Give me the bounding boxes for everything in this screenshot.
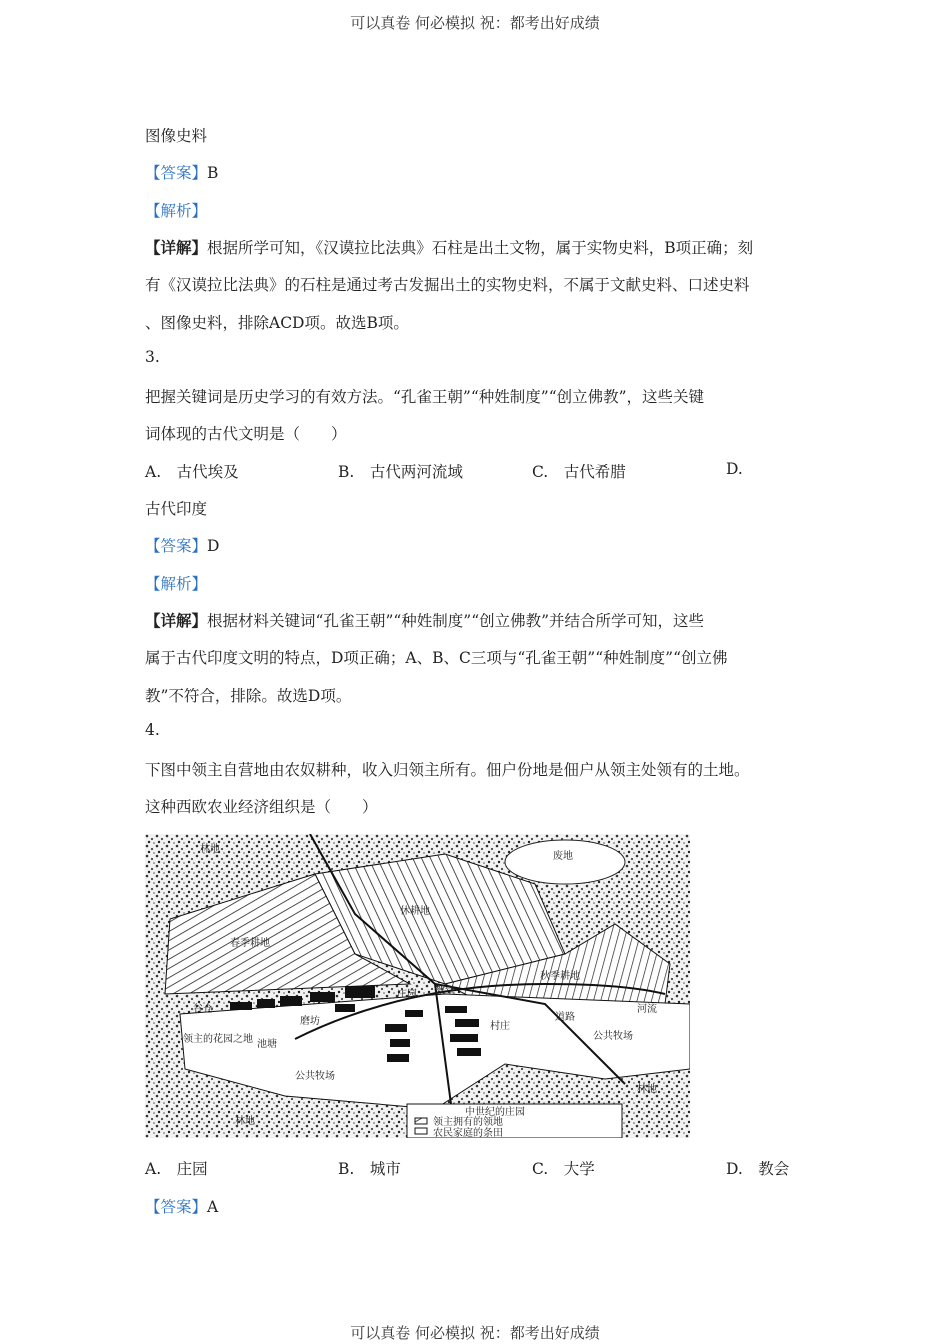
- answer-value: D: [207, 537, 220, 555]
- detail-text: 根据所学可知，《汉谟拉比法典》石柱是出土文物，属于实物史料，B项正确；刻: [207, 239, 754, 257]
- medieval-manor-map: [145, 834, 690, 1138]
- legend-swatch-lord: [415, 1118, 427, 1124]
- q2-detail-line-1: [145, 236, 753, 258]
- detail-text: 根据材料关键词“孔雀王朝”“种姓制度”“创立佛教”并结合所学可知，这些: [207, 612, 705, 630]
- q3-option-a: A. 古代埃及: [145, 463, 239, 481]
- q3-detail-line-3: 教”不符合，排除。故选D项。: [145, 687, 352, 705]
- q3-option-b: B. 古代两河流域: [338, 463, 463, 481]
- q3-option-c: C. 古代希腊: [532, 463, 626, 481]
- label-mill: 磨坊: [300, 1016, 320, 1027]
- q4-option-a: A. 庄园: [145, 1160, 208, 1178]
- q2-detail-line-3: 、图像史料，排除ACD项。故选B项。: [145, 314, 409, 332]
- q3-option-d: D.: [726, 460, 743, 478]
- label-manor-house: 庄园: [397, 989, 417, 1000]
- label-village: 村庄: [490, 1021, 510, 1032]
- label-forest-br: 林地: [637, 1084, 657, 1095]
- q4-option-d: D. 教会: [726, 1160, 790, 1178]
- q3-answer: [145, 534, 219, 556]
- q4-option-b: B. 城市: [338, 1160, 401, 1178]
- legend-lord: 领主拥有的领地: [433, 1117, 503, 1128]
- q4-stem-line-2: 这种西欧农业经济组织是（ ）: [145, 798, 378, 816]
- label-lord-garden: 领主的花园之地: [183, 1034, 253, 1045]
- answer-label: 【答案】: [145, 537, 208, 555]
- answer-value: A: [207, 1198, 219, 1216]
- label-granary: 谷仓: [193, 1004, 213, 1015]
- q2-option-d-text: 图像史料: [145, 127, 208, 145]
- q2-answer: [145, 161, 218, 183]
- q2-analysis-label: 【解析】: [145, 202, 208, 220]
- detail-label: 【详解】: [145, 238, 208, 257]
- q3-option-d-text: 古代印度: [145, 500, 208, 518]
- wasteland-area: [505, 840, 625, 884]
- label-river: 河流: [637, 1004, 657, 1015]
- answer-value: B: [207, 164, 219, 182]
- label-fallow: 休耕地: [400, 906, 430, 917]
- label-wasteland: 废地: [553, 851, 573, 862]
- q3-number: 3.: [145, 348, 160, 366]
- answer-label: 【答案】: [145, 164, 208, 182]
- q3-detail-line-2: 属于古代印度文明的特点，D项正确；A、B、C三项与“孔雀王朝”“种姓制度”“创立佛: [145, 649, 728, 667]
- q3-analysis-label: 【解析】: [145, 575, 208, 593]
- q3-stem-line-1: 把握关键词是历史学习的有效方法。“孔雀王朝”“种姓制度”“创立佛教”，这些关键: [145, 388, 705, 406]
- q4-option-c: C. 大学: [532, 1160, 595, 1178]
- legend-peasant: 农民家庭的条田: [433, 1128, 503, 1138]
- detail-label: 【详解】: [145, 611, 208, 630]
- label-forest-bl: 林地: [235, 1116, 255, 1127]
- label-road: 道路: [555, 1012, 575, 1023]
- label-pond: 池塘: [257, 1039, 277, 1050]
- q2-detail-line-2: 有《汉谟拉比法典》的石柱是通过考古发掘出土的实物史料，不属于文献史料、口述史料: [145, 276, 750, 294]
- page-header: 可以真卷 何必模拟 祝：都考出好成绩: [350, 14, 600, 32]
- page-footer: 可以真卷 何必模拟 祝：都考出好成绩: [350, 1324, 600, 1342]
- label-church: 教堂: [435, 986, 455, 997]
- label-common-pasture-right: 公共牧场: [593, 1031, 633, 1042]
- q4-answer: [145, 1195, 218, 1217]
- label-common-pasture-left: 公共牧场: [295, 1071, 335, 1082]
- answer-label: 【答案】: [145, 1198, 208, 1216]
- q3-detail-line-1: [145, 609, 704, 631]
- label-autumn-field: 秋季耕地: [540, 971, 580, 982]
- label-spring-field: 春季耕地: [230, 938, 270, 949]
- q3-stem-line-2: 词体现的古代文明是（ ）: [145, 425, 347, 443]
- label-forest-tl: 林地: [200, 844, 220, 855]
- legend-title: 中世纪的庄园: [465, 1107, 525, 1118]
- q4-number: 4.: [145, 721, 160, 739]
- q4-stem-line-1: 下图中领主自营地由农奴耕种，收入归领主所有。佃户份地是佃户从领主处领有的土地。: [145, 761, 750, 779]
- legend-swatch-peasant: [415, 1128, 427, 1134]
